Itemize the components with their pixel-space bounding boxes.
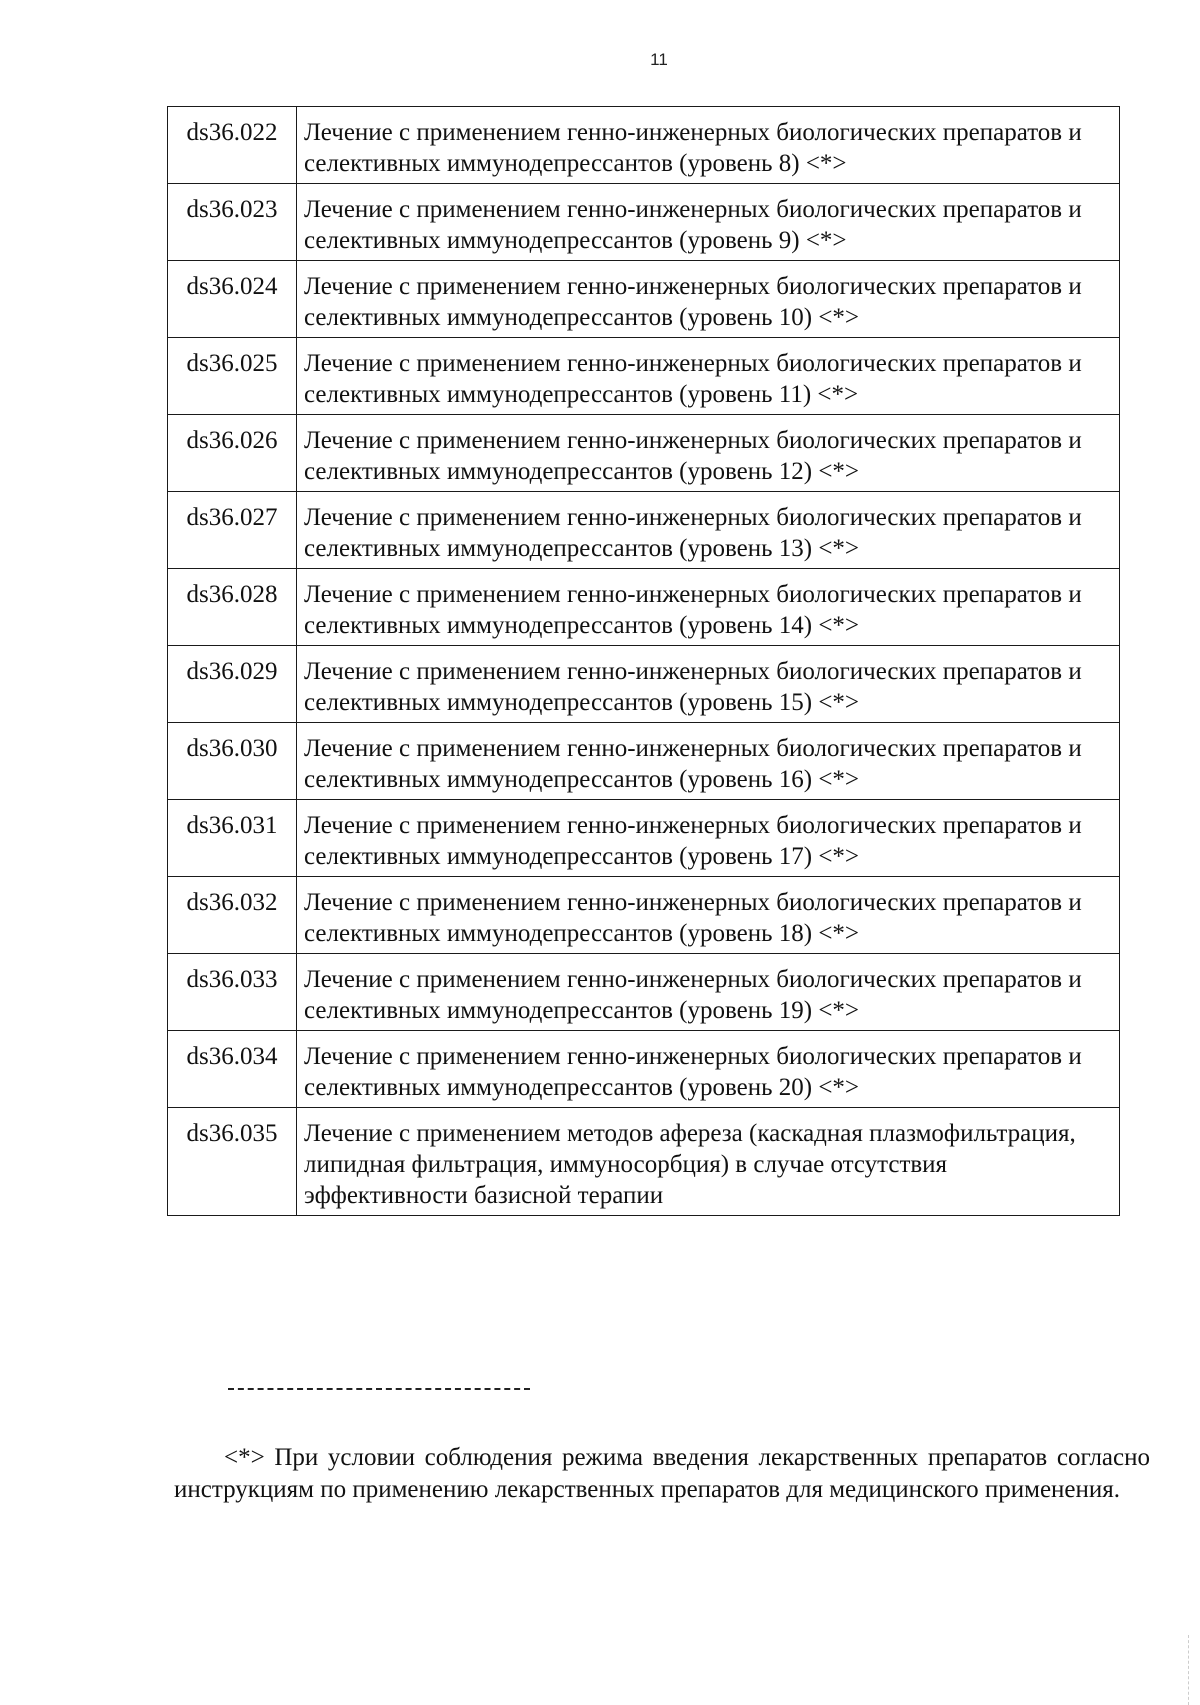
description-cell: Лечение с применением генно-инженерных биологических препаратов и селективных иммунодепрессантов (уровень 10) <*> — [297, 261, 1120, 338]
table-row — [168, 107, 1120, 184]
footnote-separator — [228, 1388, 530, 1390]
page-number: 11 — [650, 50, 668, 69]
table-row — [168, 1031, 1120, 1108]
code-cell: ds36.033 — [168, 954, 297, 1031]
table-row — [168, 646, 1120, 723]
table-row — [168, 415, 1120, 492]
description-cell: Лечение с применением генно-инженерных биологических препаратов и селективных иммунодепрессантов (уровень 14) <*> — [297, 569, 1120, 646]
code-cell: ds36.030 — [168, 723, 297, 800]
code-cell: ds36.026 — [168, 415, 297, 492]
code-cell: ds36.031 — [168, 800, 297, 877]
code-cell: ds36.034 — [168, 1031, 297, 1108]
description-cell: Лечение с применением генно-инженерных биологических препаратов и селективных иммунодепрессантов (уровень 12) <*> — [297, 415, 1120, 492]
table-row — [168, 492, 1120, 569]
code-cell: ds36.022 — [168, 107, 297, 184]
table-row — [168, 1108, 1120, 1216]
footnote-text: <*> При условии соблюдения режима введения лекарственных препаратов согласно инструкциям по применению лекарственных препаратов для медицинского применения. — [174, 1444, 1150, 1503]
code-cell: ds36.029 — [168, 646, 297, 723]
code-cell: ds36.025 — [168, 338, 297, 415]
code-cell: ds36.028 — [168, 569, 297, 646]
table-row — [168, 800, 1120, 877]
description-cell: Лечение с применением генно-инженерных биологических препаратов и селективных иммунодепрессантов (уровень 15) <*> — [297, 646, 1120, 723]
code-cell: ds36.027 — [168, 492, 297, 569]
description-cell: Лечение с применением генно-инженерных биологических препаратов и селективных иммунодепрессантов (уровень 9) <*> — [297, 184, 1120, 261]
table-row — [168, 877, 1120, 954]
code-cell: ds36.032 — [168, 877, 297, 954]
code-cell: ds36.024 — [168, 261, 297, 338]
table-row — [168, 261, 1120, 338]
code-cell: ds36.023 — [168, 184, 297, 261]
description-cell: Лечение с применением генно-инженерных биологических препаратов и селективных иммунодепрессантов (уровень 11) <*> — [297, 338, 1120, 415]
table-row — [168, 569, 1120, 646]
description-cell: Лечение с применением генно-инженерных биологических препаратов и селективных иммунодепрессантов (уровень 16) <*> — [297, 723, 1120, 800]
description-cell: Лечение с применением методов афереза (каскадная плазмофильтрация, липидная фильтрация, иммуносорбция) в случае отсутствия эффективности базисной терапии — [297, 1108, 1120, 1216]
description-cell: Лечение с применением генно-инженерных биологических препаратов и селективных иммунодепрессантов (уровень 13) <*> — [297, 492, 1120, 569]
description-cell: Лечение с применением генно-инженерных биологических препаратов и селективных иммунодепрессантов (уровень 17) <*> — [297, 800, 1120, 877]
description-cell: Лечение с применением генно-инженерных биологических препаратов и селективных иммунодепрессантов (уровень 8) <*> — [297, 107, 1120, 184]
code-cell: ds36.035 — [168, 1108, 297, 1216]
description-cell: Лечение с применением генно-инженерных биологических препаратов и селективных иммунодепрессантов (уровень 19) <*> — [297, 954, 1120, 1031]
description-cell: Лечение с применением генно-инженерных биологических препаратов и селективных иммунодепрессантов (уровень 20) <*> — [297, 1031, 1120, 1108]
scan-edge-mark — [1188, 1635, 1189, 1705]
table-row — [168, 184, 1120, 261]
description-cell: Лечение с применением генно-инженерных биологических препаратов и селективных иммунодепрессантов (уровень 18) <*> — [297, 877, 1120, 954]
treatment-codes-table — [167, 106, 1120, 1216]
table-row — [168, 338, 1120, 415]
table-row — [168, 954, 1120, 1031]
table-row — [168, 723, 1120, 800]
